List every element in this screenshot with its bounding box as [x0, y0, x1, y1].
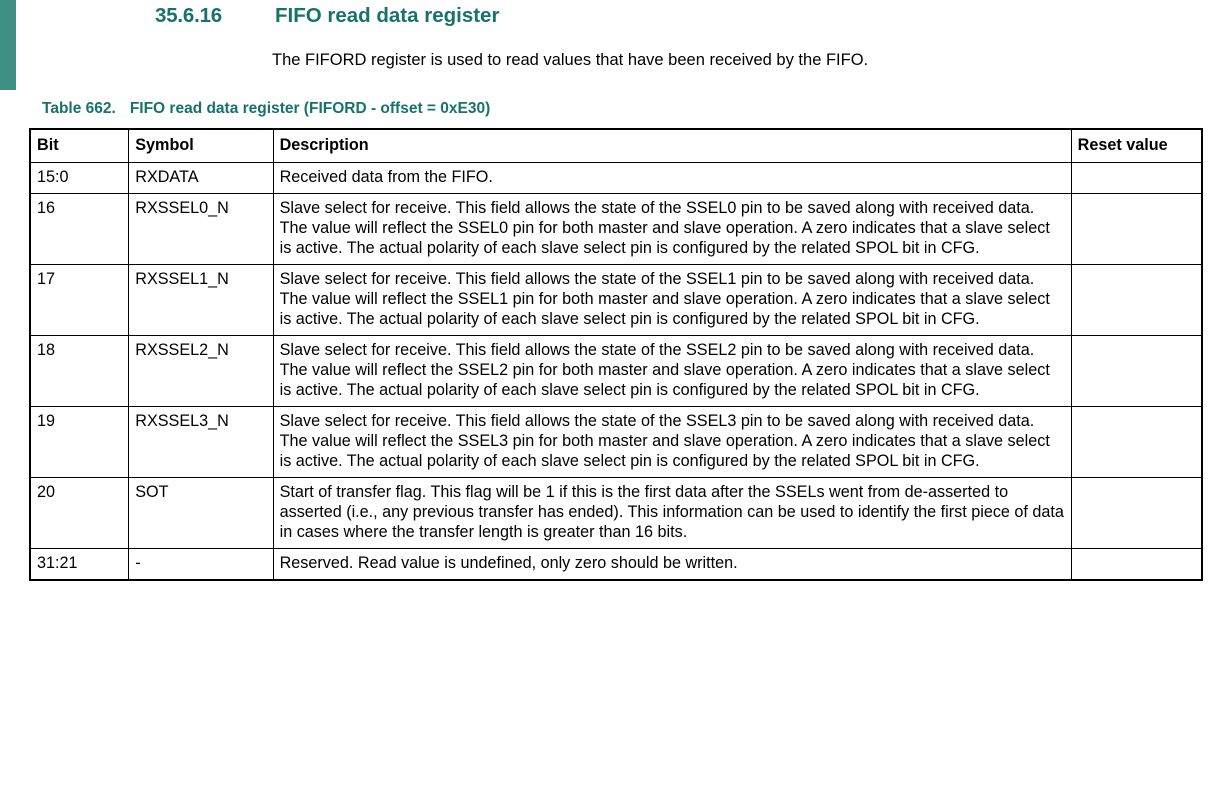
cell-description: Reserved. Read value is undefined, only zero should be written.: [273, 549, 1071, 580]
section-number: 35.6.16: [155, 4, 222, 27]
page-title: FIFO read data register: [275, 4, 500, 27]
cell-bit: 18: [31, 336, 129, 407]
cell-bit: 15:0: [31, 163, 129, 194]
cell-description: Received data from the FIFO.: [273, 163, 1071, 194]
cell-symbol: -: [129, 549, 273, 580]
cell-description: Start of transfer flag. This flag will be 1 if this is the first data after the SSELs went from de-asserted to asserted (i.e., any previous transfer has ended). This information can be used to identify the first piece of data in cases where the transfer length is greater than 16 bits.: [273, 478, 1071, 549]
register-table: [30, 129, 1202, 580]
cell-reset-value: [1071, 265, 1201, 336]
cell-symbol: RXSSEL1_N: [129, 265, 273, 336]
cell-reset-value: [1071, 478, 1201, 549]
section-heading: [0, 4, 1231, 28]
cell-bit: 19: [31, 407, 129, 478]
cell-symbol: SOT: [129, 478, 273, 549]
cell-description: Slave select for receive. This field allows the state of the SSEL1 pin to be saved along with received data. The value will reflect the SSEL1 pin for both master and slave operation. A zero indicates that a slave select is active. The actual polarity of each slave select pin is configured by the related SPOL bit in CFG.: [273, 265, 1071, 336]
column-header-symbol: Symbol: [129, 130, 273, 163]
cell-reset-value: [1071, 163, 1201, 194]
column-header-bit: Bit: [31, 130, 129, 163]
intro-paragraph: The FIFORD register is used to read values that have been received by the FIFO.: [272, 51, 869, 69]
cell-reset-value: [1071, 336, 1201, 407]
cell-symbol: RXDATA: [129, 163, 273, 194]
table-caption-label: Table 662.: [42, 100, 116, 117]
table-header-row: [31, 130, 1202, 163]
cell-symbol: RXSSEL0_N: [129, 194, 273, 265]
cell-symbol: RXSSEL3_N: [129, 407, 273, 478]
cell-bit: 17: [31, 265, 129, 336]
table-row: [31, 163, 1202, 194]
cell-description: Slave select for receive. This field allows the state of the SSEL2 pin to be saved along with received data. The value will reflect the SSEL2 pin for both master and slave operation. A zero indicates that a slave select is active. The actual polarity of each slave select pin is configured by the related SPOL bit in CFG.: [273, 336, 1071, 407]
table-row: [31, 265, 1202, 336]
cell-description: Slave select for receive. This field allows the state of the SSEL0 pin to be saved along with received data. The value will reflect the SSEL0 pin for both master and slave operation. A zero indicates that a slave select is active. The actual polarity of each slave select pin is configured by the related SPOL bit in CFG.: [273, 194, 1071, 265]
table-row: [31, 549, 1202, 580]
table-row: [31, 478, 1202, 549]
column-header-description: Description: [273, 130, 1071, 163]
table-row: [31, 407, 1202, 478]
table-caption-text: FIFO read data register (FIFORD - offset = 0xE30): [129, 100, 491, 117]
cell-reset-value: [1071, 549, 1201, 580]
cell-reset-value: [1071, 194, 1201, 265]
table-caption: [42, 100, 490, 118]
cell-bit: 31:21: [31, 549, 129, 580]
cell-reset-value: [1071, 407, 1201, 478]
table-row: [31, 194, 1202, 265]
cell-description: Slave select for receive. This field allows the state of the SSEL3 pin to be saved along with received data. The value will reflect the SSEL3 pin for both master and slave operation. A zero indicates that a slave select is active. The actual polarity of each slave select pin is configured by the related SPOL bit in CFG.: [273, 407, 1071, 478]
table-row: [31, 336, 1202, 407]
cell-bit: 16: [31, 194, 129, 265]
cell-bit: 20: [31, 478, 129, 549]
cell-symbol: RXSSEL2_N: [129, 336, 273, 407]
column-header-reset-value: Reset value: [1071, 130, 1201, 163]
